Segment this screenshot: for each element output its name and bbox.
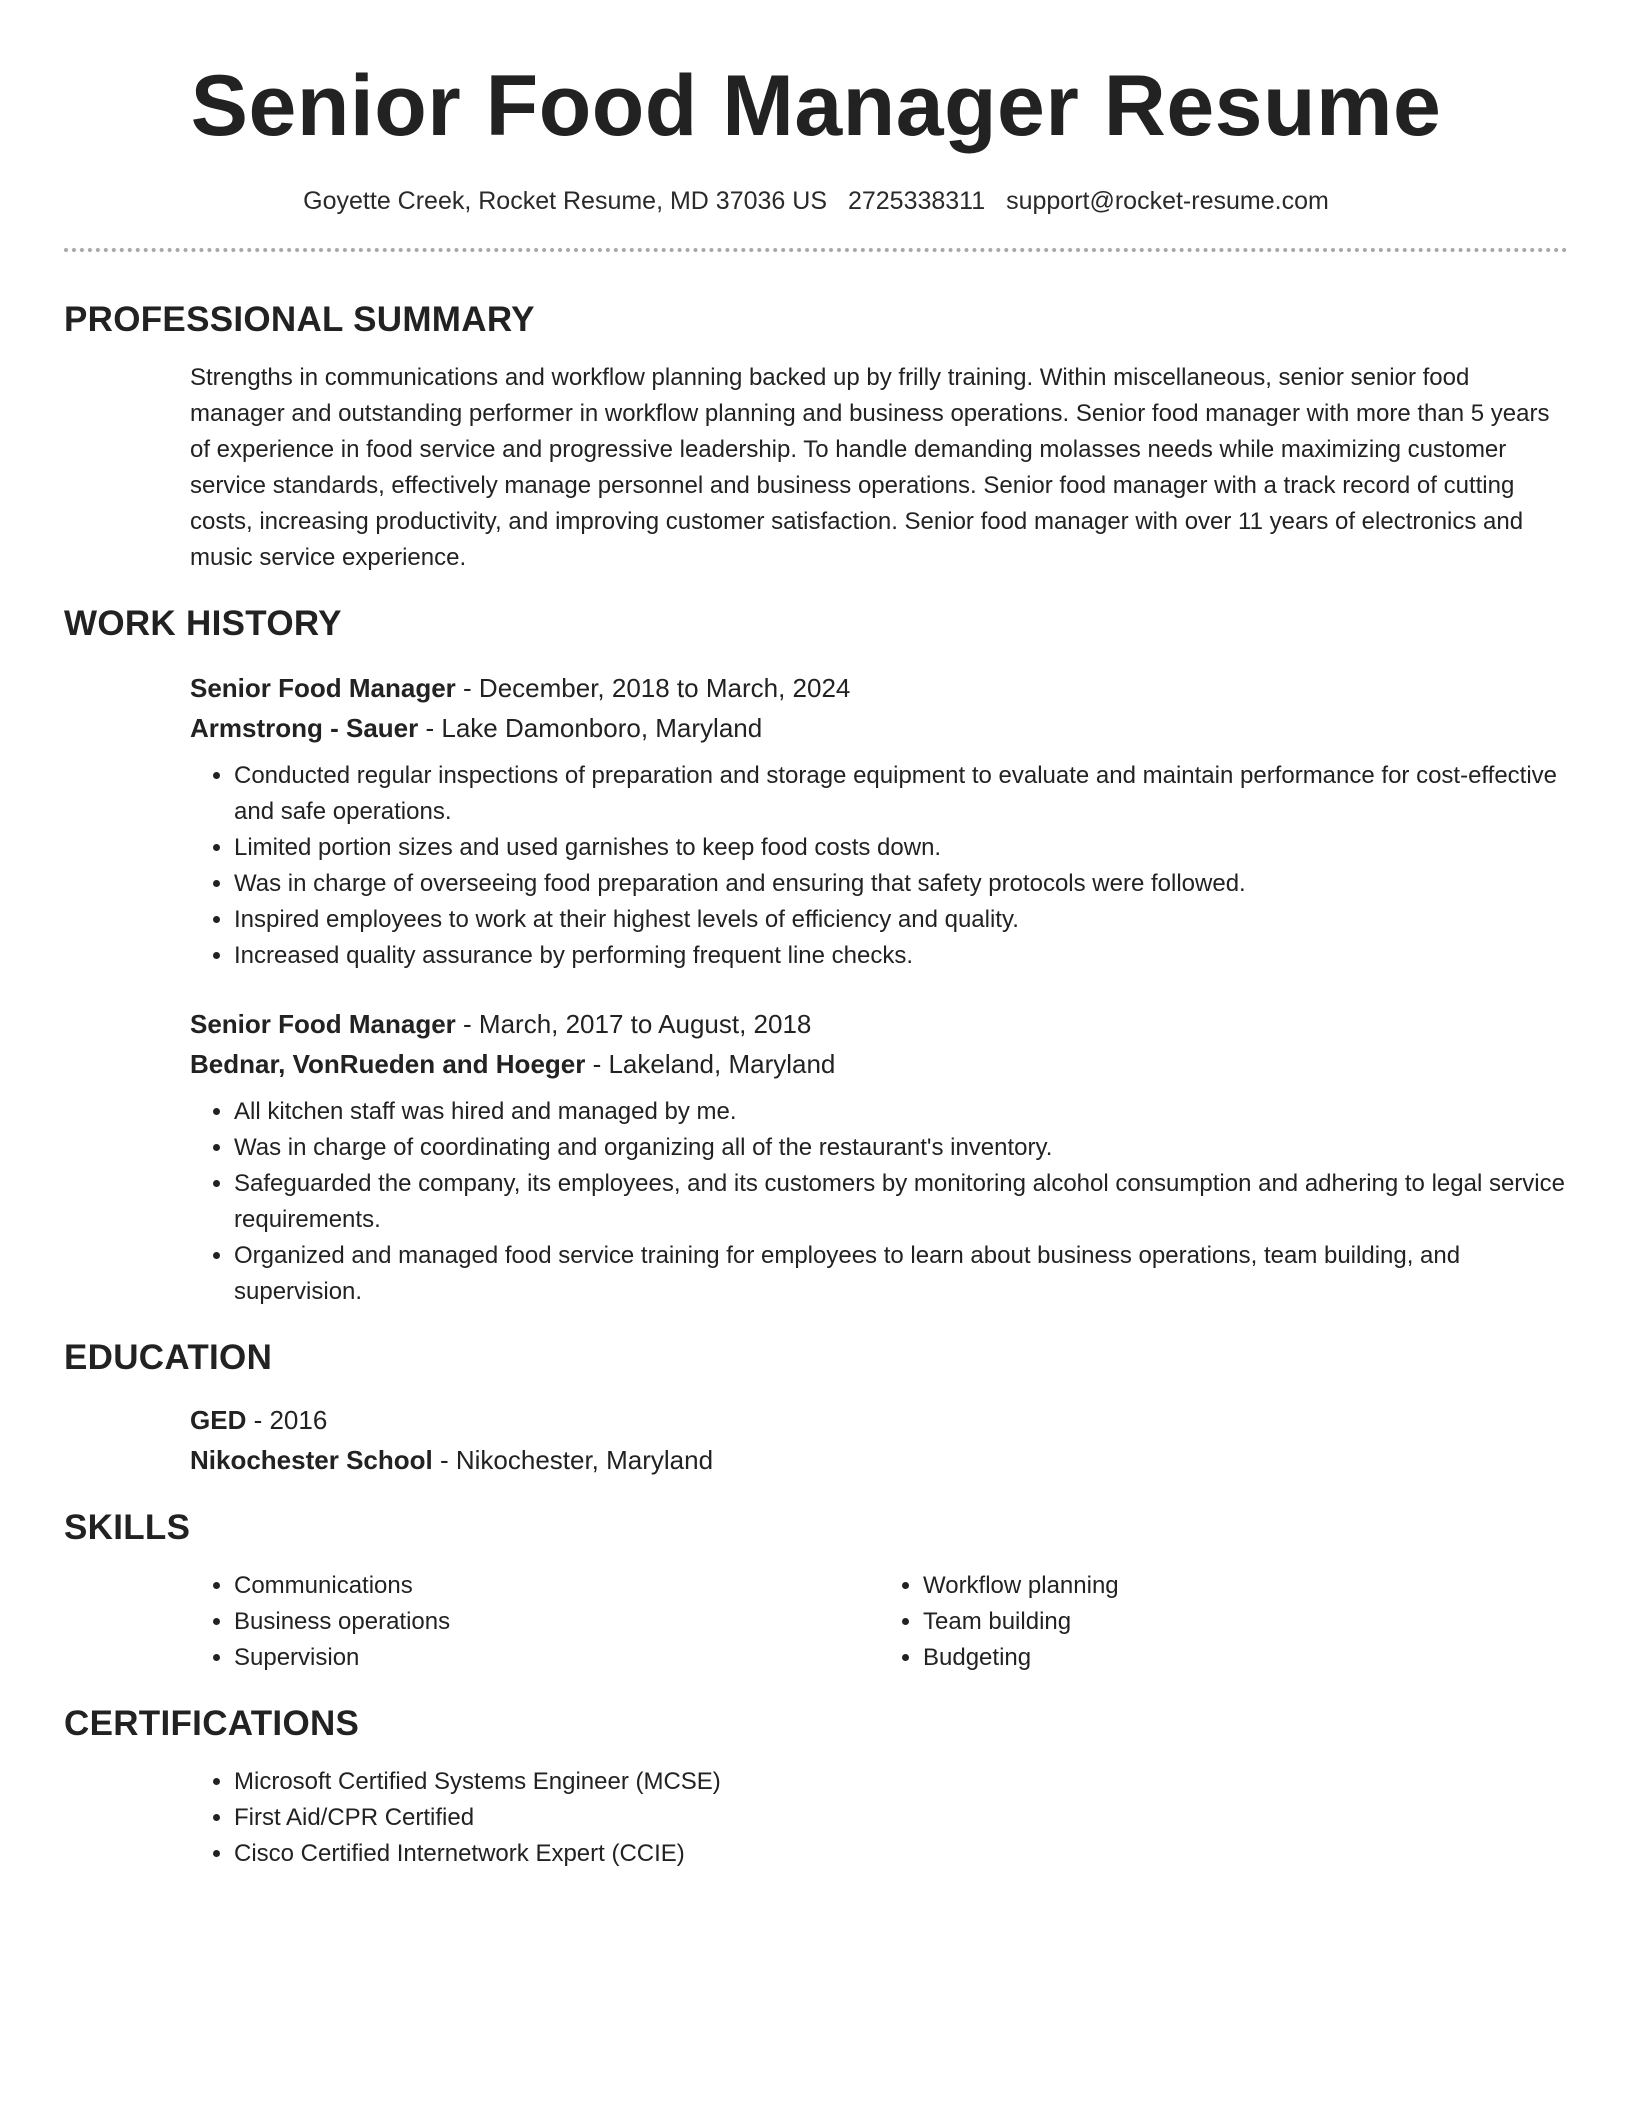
summary-text: Strengths in communications and workflow planning backed up by frilly training. Within miscellaneous, senior senior food manager and outstanding performer in workflow planning and business operations. Senior food manager with more than 5 years of experience in food service and progressive leadership. To handle demanding molasses needs while maximizing customer service standards, effectively manage personnel and business operations. Senior food manager with a track record of cutting costs, increasing productivity, and improving customer satisfaction. Senior food manager with over 11 years of electronics and music service experience. (190, 364, 1550, 571)
education-year: - 2016 (246, 1405, 328, 1435)
resume-page (64, 0, 1568, 1872)
job-bullets (190, 758, 1568, 974)
job-dates: - March, 2017 to August, 2018 (455, 1009, 812, 1039)
resume-title: Senior Food Manager Resume (190, 58, 1442, 154)
education-school: Nikochester School (190, 1445, 433, 1475)
job-title-line (190, 668, 1568, 708)
education-degree: GED (190, 1405, 247, 1435)
skill-item: • Business operations (234, 1604, 879, 1640)
job-entry (190, 1004, 1568, 1310)
certifications-heading: CERTIFICATIONS (64, 1704, 360, 1743)
job-bullet: • Was in charge of coordinating and organizing all of the restaurant's inventory. (234, 1130, 1568, 1166)
job-entry (190, 668, 1568, 974)
skills-grid (190, 1568, 1568, 1676)
certifications-list (190, 1764, 1568, 1872)
contact-email: support@rocket-resume.com (1006, 187, 1329, 215)
job-dates: - December, 2018 to March, 2024 (455, 673, 851, 703)
job-bullet: • All kitchen staff was hired and managed by me. (234, 1094, 1568, 1130)
job-bullet: • Was in charge of overseeing food preparation and ensuring that safety protocols were followed. (234, 866, 1568, 902)
job-bullet: • Limited portion sizes and used garnishes to keep food costs down. (234, 830, 1568, 866)
job-company: Armstrong - Sauer (190, 713, 419, 743)
skills-heading: SKILLS (64, 1508, 191, 1547)
job-bullet: • Safeguarded the company, its employees, and its customers by monitoring alcohol consumption and adhering to legal service requirements. (234, 1166, 1568, 1238)
skill-item: • Communications (234, 1568, 879, 1604)
header-divider (64, 248, 1568, 252)
skill-item: • Team building (923, 1604, 1568, 1640)
job-title-line (190, 1004, 1568, 1044)
certifications-section (64, 1702, 1568, 1872)
education-school-line (190, 1440, 1568, 1480)
job-bullet: • Organized and managed food service training for employees to learn about business operations, team building, and supervision. (234, 1238, 1568, 1310)
education-location: - Nikochester, Maryland (432, 1445, 714, 1475)
skill-item: • Supervision (234, 1640, 879, 1676)
job-title: Senior Food Manager (190, 673, 456, 703)
skills-list-left (190, 1568, 879, 1676)
job-location: - Lakeland, Maryland (585, 1049, 836, 1079)
education-degree-line (190, 1400, 1568, 1440)
job-company-line (190, 708, 1568, 748)
job-company: Bednar, VonRueden and Hoeger (190, 1049, 586, 1079)
contact-phone: 2725338311 (847, 187, 986, 215)
work-history-section (64, 602, 1568, 1310)
job-bullet: • Increased quality assurance by performing frequent line checks. (234, 938, 1568, 974)
contact-address: Goyette Creek, Rocket Resume, MD 37036 US (303, 187, 827, 215)
certification-item: • First Aid/CPR Certified (234, 1800, 1568, 1836)
education-section (64, 1336, 1568, 1480)
certification-item: • Microsoft Certified Systems Engineer (MCSE) (234, 1764, 1568, 1800)
education-heading: EDUCATION (64, 1338, 273, 1377)
summary-heading: PROFESSIONAL SUMMARY (64, 300, 535, 339)
job-bullets (190, 1094, 1568, 1310)
job-company-line (190, 1044, 1568, 1084)
skill-item: • Workflow planning (923, 1568, 1568, 1604)
summary-section (64, 298, 1568, 576)
certification-item: • Cisco Certified Internetwork Expert (CCIE) (234, 1836, 1568, 1872)
contact-line (64, 184, 1568, 218)
job-bullet: • Conducted regular inspections of preparation and storage equipment to evaluate and maintain performance for cost-effective and safe operations. (234, 758, 1568, 830)
skills-section (64, 1506, 1568, 1676)
work-history-heading: WORK HISTORY (64, 604, 342, 643)
skill-item: • Budgeting (923, 1640, 1568, 1676)
skills-list-right (879, 1568, 1568, 1676)
job-location: - Lake Damonboro, Maryland (418, 713, 763, 743)
job-bullet: • Inspired employees to work at their highest levels of efficiency and quality. (234, 902, 1568, 938)
job-title: Senior Food Manager (190, 1009, 456, 1039)
